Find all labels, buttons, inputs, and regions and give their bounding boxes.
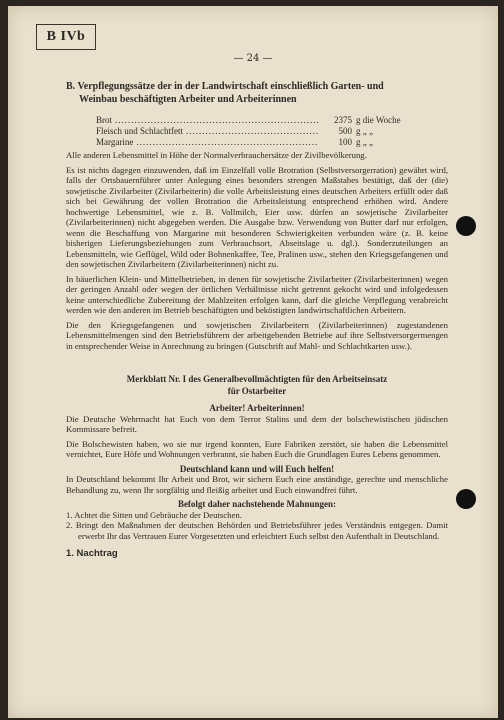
ration-table <box>66 115 410 148</box>
ration-amount: 2375 <box>334 115 352 125</box>
merkblatt-title-line1: Merkblatt Nr. I des Generalbevollmächtigten für den Arbeitseinsatz <box>126 374 388 384</box>
page-content <box>66 80 448 560</box>
leader-dots <box>115 115 319 126</box>
admonition-list <box>66 510 448 542</box>
paragraph: Alle anderen Lebensmittel in Höhe der Normalverbrauchersätze der Zivilbevölkerung. <box>66 150 367 160</box>
merkblatt-heading: Befolgt daher nachstehende Mahnungen: <box>177 499 337 509</box>
ration-amount: 100 <box>338 137 352 147</box>
footer-note: 1. Nachtrag <box>66 548 118 559</box>
paragraph: Die Bolschewisten haben, wo sie nur irgend konnten, Eure Fabriken zerstört, sie haben die Lebensmittel vernichtet, Eure Höfe und Wohnungen verbrannt, sie haben Euch die Grundlagen Eures Lebens genommen. <box>66 438 448 459</box>
list-item: 2. Bringt den Maßnahmen der deutschen Behörden und Betriebsführer jedes Verständnis entgegen. Damit erwerbt Ihr das Vertrauen Eurer Vorgesetzten und erleichtert Euch selbst den Aufenthalt in Deutschland. <box>66 520 448 541</box>
ration-item: Brot <box>96 115 113 125</box>
ration-unit: g „ „ <box>356 137 373 147</box>
section-b-title <box>66 80 448 106</box>
section-tab: B IVb <box>36 24 96 50</box>
paragraph: In bäuerlichen Klein- und Mittelbetrieben, in denen für sowjetische Zivilarbeiter (Zivilarbeiterinnen) wegen der geringen Anzahl oder wegen der örtlichen Verhältnisse nicht getrennt gekocht wird und infolgedessen keine unterschiedliche Zubereitung der Mahlzeiten erfolgen kann, darf die gleiche Verpflegung verabreicht werden wie den anderen im Betrieb beschäftigten und beköstigten landwirtschaftlichen Arbeitern. <box>66 273 448 315</box>
paragraph: Die den Kriegsgefangenen und sowjetischen Zivilarbeitern (Zivilarbeiterinnen) zugestandenen Lebensmittelmengen sind den Betriebsführern der arbeitgebenden Betriebe auf ihre Selbstversorgermengen in entsprechender Weise in Anrechnung zu bringen (Gutschrift auf Mahl- und Schlachtkarten usw.). <box>66 319 448 351</box>
leader-dots <box>136 137 319 148</box>
ration-item: Fleisch und Schlachtfett <box>96 126 183 136</box>
section-b-title-line1: B. Verpflegungssätze der in der Landwirtschaft einschließlich Garten- und <box>66 81 384 92</box>
ration-row <box>66 137 410 148</box>
punch-hole <box>456 489 476 509</box>
ration-row <box>66 115 410 126</box>
section-b-title-line2: Weinbau beschäftigten Arbeiter und Arbeiterinnen <box>79 94 297 105</box>
list-item: 1. Achtet die Sitten und Gebräuche der Deutschen. <box>66 509 242 520</box>
document-page <box>8 6 498 718</box>
merkblatt-heading: Deutschland kann und will Euch helfen! <box>179 463 335 474</box>
paragraph: In Deutschland bekommt Ihr Arbeit und Brot, wir sichern Euch eine anständige, gerechte und menschliche Behandlung zu, wenn Ihr sorgfältig und fleißig arbeitet und Euch einwandfrei führt. <box>66 474 448 495</box>
merkblatt-heading: Arbeiter! Arbeiterinnen! <box>209 403 305 413</box>
ration-item: Margarine <box>96 137 134 147</box>
merkblatt-title <box>66 373 448 397</box>
paragraph: Die Deutsche Wehrmacht hat Euch von dem Terror Stalins und dem der bolschewistischen jüdischen Kommissare befreit. <box>66 413 448 434</box>
page-number: — 24 — <box>233 53 273 64</box>
ration-amount: 500 <box>338 126 352 136</box>
ration-unit: g „ „ <box>356 126 373 136</box>
leader-dots <box>186 126 319 137</box>
paragraph: Es ist nichts dagegen einzuwenden, daß im Einzelfall volle Brotration (Selbstversorgerration) gewährt wird, falls der Ortsbauernführer unter Anlegung eines besonders strengen Maßstabes bestätigt, daß der (die) sowjetische Zivilarbeiter (Zivilarbeiterin) die volle Arbeitsleistung eines deutschen Arbeiters erfüllt oder daß sich bei Gewährung der vollen Brotration die Arbeitsleistung entsprechend erhöhen wird. Andere hochwertige Lebensmittel, wie z. B. Vollmilch, Eier usw. dürfen an sowjetische Zivilarbeiter (Zivilarbeiterinnen) nicht abgegeben werden. Die Ausgabe bzw. Verwendung von Butter darf nur erfolgen, wenn die Beschaffung von Margarine mit besonderen Schwierigkeiten verbunden wäre (z. B. keine bisherigen Lieferungsbeziehungen zum Verbrauchsort, Abseitslage u. dgl.). Sonderzuteilungen an Lebensmitteln, wie Geflügel, Wild oder Bohnenkaffee, Tee, Pralinen usw., stehen den Kriegsgefangenen und den sowjetischen Zivilarbeitern (Zivilarbeiterinnen) nicht zu. <box>66 164 448 269</box>
ration-unit: g die Woche <box>356 115 401 125</box>
ration-row <box>66 126 410 137</box>
punch-hole <box>456 216 476 236</box>
merkblatt-title-line2: für Ostarbeiter <box>227 386 287 396</box>
